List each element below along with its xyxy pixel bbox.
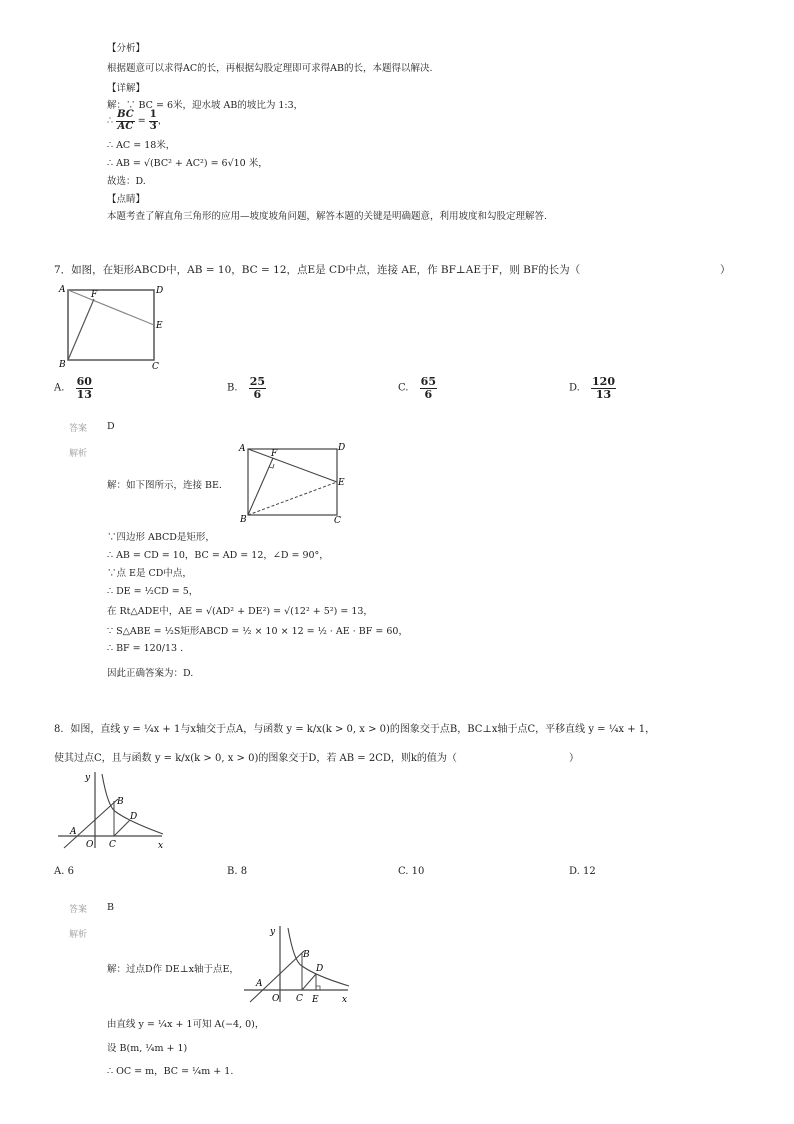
solution-intro: 解：如下图所示，连接 BE.	[107, 480, 222, 491]
solution-step-4: ∴ AB = √(BC² + AC²) = 6√10 米，	[107, 158, 268, 169]
solution-8-figure	[244, 922, 356, 1004]
sol-label-f: F	[271, 449, 278, 459]
q8-label-y: y	[85, 773, 91, 783]
q8-label-b: B	[117, 797, 124, 807]
sol-label-d: D	[338, 443, 346, 453]
label-a: A	[59, 285, 66, 295]
option-b[interactable]: B. 8	[227, 866, 248, 877]
solution-line: ∴ AB = CD = 10，BC = AD = 12，∠D = 90°，	[107, 550, 329, 561]
question-7-figure	[56, 282, 168, 372]
sol8-label-c: C	[296, 994, 303, 1004]
solution-step-1: 解：∵ BC = 6米，迎水坡 AB的坡比为 1:3，	[107, 100, 304, 111]
question-8-stem-line-1: 8．如图，直线 y = ¼x + 1与x轴交于点A，与函数 y = k/x(k > 0, x > 0)的图象交于点B，BC⊥x轴于点C，平移直线 y = ¼x + 1，	[54, 724, 656, 735]
solution-line: ∴ BF = 120/13 .	[107, 643, 184, 654]
sol8-label-x: x	[342, 995, 348, 1004]
question-8-stem-close: ）	[569, 753, 579, 764]
option-a[interactable]: A. 6	[54, 866, 74, 877]
solution-line: ∴ OC = m，BC = ¼m + 1.	[107, 1066, 234, 1077]
option-c[interactable]: C. 10	[398, 866, 425, 877]
solution-7-figure	[236, 439, 352, 525]
question-8-figure	[58, 768, 178, 854]
sol8-label-d: D	[316, 964, 324, 974]
question-8-stem-line-2: 使其过点C，且与函数 y = k/x(k > 0, x > 0)的图象交于D，若 AB = 2CD，则k的值为（	[54, 753, 457, 764]
solution-line: ∵四边形 ABCD是矩形，	[107, 532, 215, 543]
solution-intro: 解：过点D作 DE⊥x轴于点E，	[107, 964, 239, 975]
solution-step-2: ∴ $\frac{BC}{AC}$ = $\frac{1}{3}$ ，	[107, 109, 168, 132]
solution-line: ∵ S△ABE = ½S矩形ABCD = ½ × 10 × 12 = ½ · AE · BF = 60，	[107, 626, 408, 637]
sol-label-e: E	[338, 478, 345, 488]
solution-line: 由直线 y = ¼x + 1可知 A(−4, 0)，	[107, 1019, 265, 1030]
q8-label-a: A	[70, 827, 77, 837]
solution-line: 因此正确答案为：D.	[107, 668, 194, 679]
analysis-label: 解析	[69, 449, 88, 459]
sol8-label-b: B	[303, 950, 310, 960]
answer-value: D	[107, 421, 115, 432]
analysis-label: 解析	[69, 930, 88, 940]
sol-label-a: A	[239, 444, 246, 454]
answer-label: 答案	[69, 905, 88, 915]
detail-tag: 【详解】	[107, 83, 146, 94]
question-7-stem: 7．如图，在矩形ABCD中，AB = 10，BC = 12，点E是 CD中点，连接 AE，作 BF⊥AE于F，则 BF的长为（	[54, 264, 581, 276]
sol8-label-y: y	[270, 927, 276, 937]
solution-line: ∴ DE = ½CD = 5，	[107, 586, 199, 597]
label-d: D	[156, 286, 164, 296]
option-d[interactable]: D. $\frac{120}{13}$	[569, 375, 615, 401]
sol8-label-o: O	[272, 994, 280, 1004]
q8-label-c: C	[109, 840, 116, 850]
choice-line: 故选：D.	[107, 176, 146, 187]
answer-label: 答案	[69, 424, 88, 434]
sol-label-c: C	[334, 516, 341, 525]
q8-label-x: x	[158, 841, 164, 851]
analysis-text: 根据题意可以求得AC的长，再根据勾股定理即可求得AB的长，本题得以解决.	[107, 63, 433, 74]
option-a[interactable]: A. $\frac{60}{13}$	[54, 375, 92, 401]
sol8-label-e: E	[312, 995, 319, 1004]
label-b: B	[59, 360, 66, 370]
sol-label-b: B	[240, 515, 247, 525]
option-b[interactable]: B. $\frac{25}{6}$	[227, 375, 266, 401]
solution-line: ∵点 E是 CD中点，	[107, 568, 192, 579]
solution-line: 在 Rt△ADE中，AE = √(AD² + DE²) = √(12² + 5²) = 13，	[107, 606, 373, 617]
q8-label-o: O	[86, 840, 94, 850]
label-f: F	[91, 290, 98, 300]
option-d[interactable]: D. 12	[569, 866, 596, 877]
label-c: C	[152, 362, 159, 372]
answer-value: B	[107, 902, 114, 913]
comment-text: 本题考查了解直角三角形的应用—坡度坡角问题，解答本题的关键是明确题意，利用坡度和勾股定理解答.	[107, 211, 548, 222]
solution-line: 设 B(m, ¼m + 1)	[107, 1043, 188, 1054]
sol8-label-a: A	[256, 979, 263, 989]
analysis-tag: 【分析】	[107, 43, 146, 54]
solution-step-3: ∴ AC = 18米，	[107, 140, 176, 151]
option-c[interactable]: C. $\frac{65}{6}$	[398, 375, 436, 401]
q8-label-d: D	[130, 812, 138, 822]
comment-tag: 【点睛】	[107, 194, 146, 205]
label-e: E	[156, 321, 163, 331]
question-7-stem-close: ）	[720, 264, 731, 276]
